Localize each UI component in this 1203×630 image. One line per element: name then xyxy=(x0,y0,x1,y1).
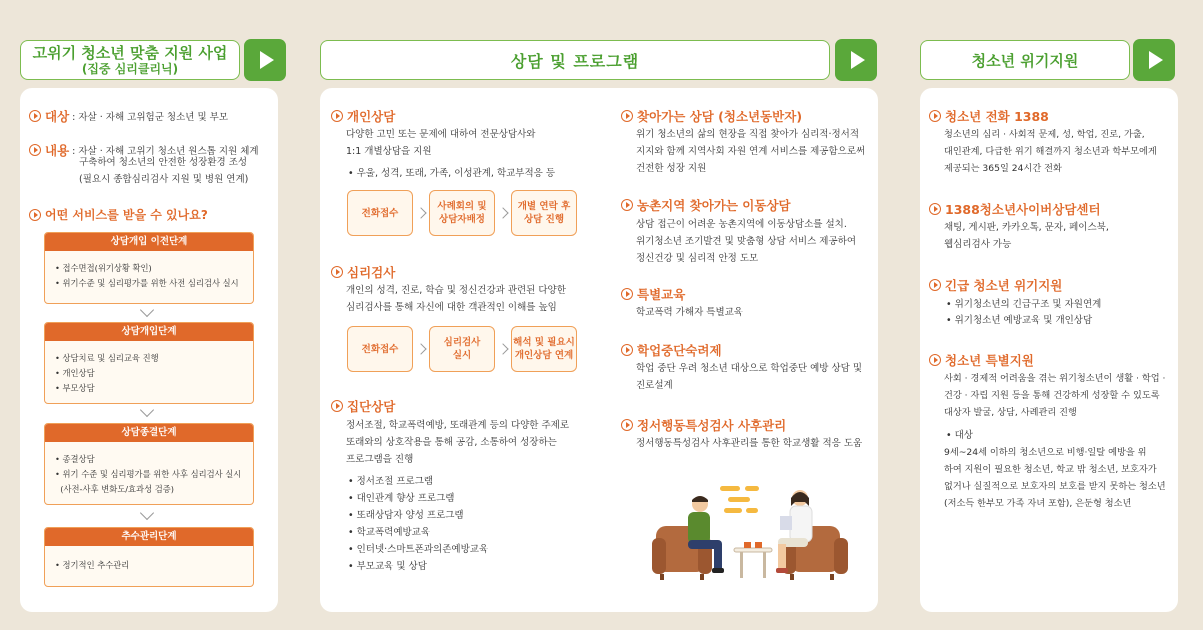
rural-desc-1: 상담 접근이 어려운 농촌지역에 이동상담소를 설치. xyxy=(636,219,847,230)
stage-title: 상담개입단계 xyxy=(45,323,253,341)
cyber-title: 1388청소년사이버상담센터 xyxy=(929,200,1101,218)
counseling-illustration xyxy=(650,480,850,582)
phone-desc-1: 청소년의 심리 · 사회적 문제, 성, 학업, 진로, 가출, xyxy=(944,129,1145,140)
special-target-3: 없거나 실질적으로 보호자의 보호를 받지 못하는 청소년 xyxy=(944,481,1166,492)
special-desc-1: 사회 · 경제적 어려움을 겪는 위기청소년이 생활 · 학업 · xyxy=(944,373,1166,384)
flow-box: 심리검사 실시 xyxy=(429,326,495,372)
col2-title: 상담 및 프로그램 xyxy=(510,51,640,71)
special-support-title: 청소년 특별지원 xyxy=(929,351,1034,369)
bullet-icon xyxy=(29,209,41,221)
stage-1 xyxy=(44,232,254,304)
flow-box: 사례회의 및 상담자배정 xyxy=(429,190,495,236)
special-target-label: • 대상 xyxy=(946,430,973,441)
col1-title: 고위기 청소년 맞춤 지원 사업 xyxy=(32,43,228,62)
col1-header xyxy=(20,40,240,80)
group-bullet: • 대인관계 향상 프로그램 xyxy=(348,493,455,504)
bullet-icon xyxy=(929,110,941,122)
psych-title: 심리검사 xyxy=(331,263,395,281)
stage-item: • 위기수준 및 심리평가를 위한 사전 심리검사 실시 xyxy=(55,278,239,288)
bullet-icon xyxy=(331,266,343,278)
bullet-icon xyxy=(929,203,941,215)
bullet-icon xyxy=(29,110,41,122)
cyber-desc-2: 웹심리검사 가능 xyxy=(944,239,1012,250)
stage-2 xyxy=(44,322,254,404)
flow-box: 해석 및 필요시 개인상담 연계 xyxy=(511,326,577,372)
col2-play-button[interactable] xyxy=(835,39,877,81)
stage-item: (사전-사후 변화도/효과성 검증) xyxy=(55,484,174,494)
emotion-title: 정서행동특성검사 사후관리 xyxy=(621,416,786,434)
rural-title: 농촌지역 찾아가는 이동상담 xyxy=(621,196,791,214)
stage-item: • 개인상담 xyxy=(55,368,95,378)
col3-header xyxy=(920,40,1130,80)
counseling-illustration-svg xyxy=(650,480,850,582)
col1-target-label: 대상 : 자살 · 자해 고위험군 청소년 및 부모 xyxy=(29,107,228,125)
play-icon xyxy=(851,51,865,69)
group-desc-2: 또래와의 상호작용을 통해 공감, 소통하여 성장하는 xyxy=(346,437,557,448)
bullet-icon xyxy=(29,144,41,156)
individual-bullet: • 우울, 성격, 또래, 가족, 이성관계, 학교부적응 등 xyxy=(348,168,556,179)
emergency-bullet: • 위기청소년의 긴급구조 및 자원연계 xyxy=(946,299,1102,310)
col3-title: 청소년 위기지원 xyxy=(971,51,1079,70)
outreach-desc-1: 위기 청소년의 삶의 현장을 직접 찾아가 심리적·정서적 xyxy=(636,129,860,140)
stage-4 xyxy=(44,527,254,587)
bullet-icon xyxy=(929,279,941,291)
group-bullet: • 인터넷·스마트폰과의존예방교육 xyxy=(348,544,489,555)
cyber-desc-1: 채팅, 게시판, 카카오톡, 문자, 페이스북, xyxy=(944,222,1109,233)
phone-desc-2: 대인관계, 다급한 위기 해결까지 청소년과 학부모에게 xyxy=(944,146,1157,157)
group-desc-3: 프로그램을 진행 xyxy=(346,454,414,465)
outreach-desc-3: 건전한 성장 지원 xyxy=(636,163,707,174)
special-edu-desc: 학교폭력 가해자 특별교육 xyxy=(636,307,743,318)
stage-item: • 종결상담 xyxy=(55,454,95,464)
bullet-icon xyxy=(929,354,941,366)
group-title: 집단상담 xyxy=(331,397,395,415)
special-edu-title: 특별교육 xyxy=(621,285,685,303)
outreach-title: 찾아가는 상담 (청소년동반자) xyxy=(621,107,802,125)
phone-desc-3: 제공되는 365일 24시간 전화 xyxy=(944,163,1062,174)
group-bullet: • 정서조절 프로그램 xyxy=(348,476,434,487)
stage-item: • 상담치료 및 심리교육 진행 xyxy=(55,353,159,363)
col1-subtitle: (집중 심리클리닉) xyxy=(81,61,179,76)
special-target-2: 하여 지원이 필요한 청소년, 학교 밖 청소년, 보호자가 xyxy=(944,464,1157,475)
individual-desc-2: 1:1 개별상담을 지원 xyxy=(346,146,432,157)
dropout-title: 학업중단숙려제 xyxy=(621,341,722,359)
outreach-desc-2: 지지와 함께 지역사회 자원 연계 서비스를 제공함으로써 xyxy=(636,146,866,157)
group-bullet: • 학교폭력예방교육 xyxy=(348,527,431,538)
psych-desc-2: 심리검사를 통해 자신에 대한 객관적인 이해를 높임 xyxy=(346,302,557,313)
col1-service-question: 어떤 서비스를 받을 수 있나요? xyxy=(29,206,208,223)
flow-box: 전화접수 xyxy=(347,190,413,236)
dropout-desc-1: 학업 중단 우려 청소년 대상으로 학업중단 예방 상담 및 xyxy=(636,363,863,374)
stage-title: 상담종결단계 xyxy=(45,424,253,442)
individual-desc-1: 다양한 고민 또는 문제에 대하여 전문상담사와 xyxy=(346,129,536,140)
bullet-icon xyxy=(621,419,633,431)
play-icon xyxy=(1149,51,1163,69)
individual-title: 개인상담 xyxy=(331,107,395,125)
emotion-desc: 정서행동특성검사 사후관리를 통한 학교생활 적응 도움 xyxy=(636,438,863,449)
bullet-icon xyxy=(621,110,633,122)
bullet-icon xyxy=(331,400,343,412)
bullet-icon xyxy=(621,288,633,300)
col3-play-button[interactable] xyxy=(1133,39,1175,81)
stage-title: 추수관리단계 xyxy=(45,528,253,546)
bullet-icon xyxy=(331,110,343,122)
group-bullet: • 부모교육 및 상담 xyxy=(348,561,427,572)
psych-desc-1: 개인의 성격, 진로, 학습 및 정신건강과 관련된 다양한 xyxy=(346,285,566,296)
bullet-icon xyxy=(621,344,633,356)
rural-desc-3: 정신건강 및 심리적 안정 도모 xyxy=(636,253,759,264)
phone-title: 청소년 전화 1388 xyxy=(929,107,1049,125)
stage-item: • 접수면접(위기상황 확인) xyxy=(55,263,152,273)
col1-play-button[interactable] xyxy=(244,39,286,81)
emergency-title: 긴급 청소년 위기지원 xyxy=(929,276,1062,294)
stage-item: • 부모상담 xyxy=(55,383,95,393)
play-icon xyxy=(260,51,274,69)
col1-content-label: 내용 : 자살 · 자해 고위기 청소년 원스톱 지원 체계 xyxy=(29,141,259,159)
flow-box: 개별 연락 후 상담 진행 xyxy=(511,190,577,236)
special-desc-3: 대상자 발굴, 상담, 사례관리 진행 xyxy=(944,407,1077,418)
emergency-bullet: • 위기청소년 예방교육 및 개인상담 xyxy=(946,315,1093,326)
flow-box: 전화접수 xyxy=(347,326,413,372)
stage-item: • 위기 수준 및 심리평가를 위한 사후 심리검사 실시 xyxy=(55,469,242,479)
special-target-1: 9세~24세 이하의 청소년으로 비행·일탈 예방을 위 xyxy=(944,447,1147,458)
bullet-icon xyxy=(621,199,633,211)
col2-header xyxy=(320,40,830,80)
special-target-4: (저소득 한부모 가족 자녀 포함), 은둔형 청소년 xyxy=(944,498,1132,509)
col1-content-line3: (필요시 종합심리검사 지원 및 병원 연계) xyxy=(79,174,249,185)
group-desc-1: 정서조절, 학교폭력예방, 또래관계 등의 다양한 주제로 xyxy=(346,420,570,431)
special-desc-2: 건강 · 자립 지원 등을 통해 건강하게 성장할 수 있도록 xyxy=(944,390,1160,401)
group-bullet: • 또래상담자 양성 프로그램 xyxy=(348,510,464,521)
rural-desc-2: 위기청소년 조기발견 및 맞춤형 상담 서비스 제공하여 xyxy=(636,236,857,247)
stage-3 xyxy=(44,423,254,505)
col1-content-line2: 구축하여 청소년의 안전한 성장환경 조성 xyxy=(79,157,248,168)
stage-item: • 정기적인 추수관리 xyxy=(55,560,130,570)
stage-title: 상담개입 이전단계 xyxy=(45,233,253,251)
dropout-desc-2: 진로설계 xyxy=(636,380,673,391)
